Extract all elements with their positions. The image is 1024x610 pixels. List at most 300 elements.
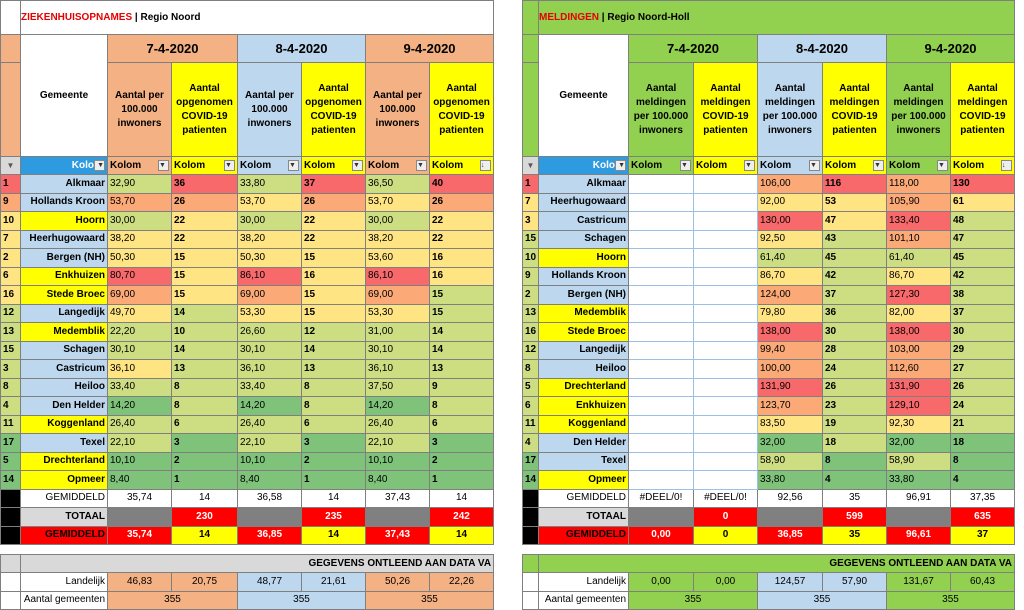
value-cell: 45 bbox=[823, 249, 887, 268]
value-cell: 14 bbox=[172, 304, 238, 323]
gemeente-name: Langedijk bbox=[539, 341, 629, 360]
gemeente-name: Alkmaar bbox=[21, 175, 108, 194]
value-cell: 36 bbox=[823, 304, 887, 323]
gemiddeld-total-value: 0 bbox=[694, 526, 758, 545]
value-cell: 47 bbox=[951, 230, 1015, 249]
landelijk-value: 20,75 bbox=[172, 573, 238, 592]
value-cell bbox=[694, 452, 758, 471]
gemiddeld-total-value: 36,85 bbox=[758, 526, 823, 545]
value-cell: 16 bbox=[430, 267, 494, 286]
value-cell: 18 bbox=[951, 434, 1015, 453]
table-row[interactable] bbox=[1, 249, 494, 268]
value-cell: 83,50 bbox=[758, 415, 823, 434]
sort-desc-icon[interactable]: ↓ bbox=[1001, 160, 1012, 171]
table-row[interactable] bbox=[523, 397, 1015, 416]
filter-dropdown-icon[interactable]: ▼ bbox=[224, 160, 235, 171]
gemeente-name: Den Helder bbox=[21, 397, 108, 416]
row-marker bbox=[1, 489, 21, 508]
row-number: 13 bbox=[1, 323, 21, 342]
row-marker bbox=[1, 508, 21, 527]
table-row[interactable] bbox=[523, 341, 1015, 360]
value-cell: 53,70 bbox=[366, 193, 430, 212]
spacer-cell bbox=[629, 545, 694, 555]
table-row[interactable] bbox=[1, 304, 494, 323]
gemiddeld-value: 37,43 bbox=[366, 489, 430, 508]
value-cell: 61,40 bbox=[758, 249, 823, 268]
gemiddeld-total-value: 96,61 bbox=[887, 526, 951, 545]
row-number: 3 bbox=[1, 360, 21, 379]
row-number: 12 bbox=[523, 341, 539, 360]
value-cell: 105,90 bbox=[887, 193, 951, 212]
source-note: GEGEVENS ONTLEEND AAN DATA VA bbox=[21, 555, 494, 573]
totaal-value: 235 bbox=[302, 508, 366, 527]
title-separator: | bbox=[599, 11, 608, 23]
gemeente-name: Opmeer bbox=[21, 471, 108, 490]
totaal-blank bbox=[887, 508, 951, 527]
row-number: 2 bbox=[523, 286, 539, 305]
value-cell: 45 bbox=[951, 249, 1015, 268]
table-row[interactable] bbox=[1, 415, 494, 434]
value-cell: 26 bbox=[951, 378, 1015, 397]
aantal-gemeenten-label: Aantal gemeenten bbox=[21, 591, 108, 610]
spacer-cell bbox=[238, 545, 302, 555]
date-header-row bbox=[1, 35, 494, 63]
value-cell bbox=[629, 267, 694, 286]
value-cell: 22 bbox=[302, 230, 366, 249]
value-cell: 36,10 bbox=[108, 360, 172, 379]
table-row[interactable] bbox=[1, 378, 494, 397]
table-row[interactable] bbox=[1, 323, 494, 342]
filter-row bbox=[523, 157, 1015, 175]
value-cell: 15 bbox=[172, 249, 238, 268]
gemeente-name: Den Helder bbox=[539, 434, 629, 453]
row-number: 15 bbox=[523, 230, 539, 249]
filter-column[interactable] bbox=[758, 157, 823, 175]
value-cell: 3 bbox=[430, 434, 494, 453]
landelijk-value: 21,61 bbox=[302, 573, 366, 592]
table-row[interactable] bbox=[1, 286, 494, 305]
gemiddeld-value: 35,74 bbox=[108, 489, 172, 508]
value-cell bbox=[694, 378, 758, 397]
filter-gemeente[interactable] bbox=[21, 157, 108, 175]
value-cell: 30,00 bbox=[366, 212, 430, 231]
gemiddeld-total-value: 14 bbox=[430, 526, 494, 545]
spacer-cell bbox=[1, 545, 21, 555]
row-number: 1 bbox=[523, 175, 539, 194]
table-row[interactable] bbox=[523, 415, 1015, 434]
filter-dropdown-icon[interactable]: ▼ bbox=[809, 160, 820, 171]
totaal-value: 230 bbox=[172, 508, 238, 527]
spacer-cell bbox=[758, 545, 823, 555]
spacer-cell bbox=[302, 545, 366, 555]
row-number: 14 bbox=[523, 471, 539, 490]
row-marker bbox=[523, 573, 539, 592]
value-cell: 22 bbox=[302, 212, 366, 231]
value-cell: 38,20 bbox=[366, 230, 430, 249]
value-cell bbox=[694, 286, 758, 305]
gemeente-name: Schagen bbox=[21, 341, 108, 360]
gemeente-name: Hollands Kroon bbox=[539, 267, 629, 286]
value-cell bbox=[629, 193, 694, 212]
value-cell: 61,40 bbox=[887, 249, 951, 268]
table-row[interactable] bbox=[1, 471, 494, 490]
filter-dropdown-icon[interactable]: ▼ bbox=[873, 160, 884, 171]
aantal-gemeenten-value: 355 bbox=[887, 591, 1015, 610]
value-cell: 6 bbox=[172, 415, 238, 434]
value-cell: 92,00 bbox=[758, 193, 823, 212]
filter-column[interactable] bbox=[108, 157, 172, 175]
source-note-row bbox=[523, 555, 1015, 573]
row-number: 2 bbox=[1, 249, 21, 268]
table-row[interactable] bbox=[523, 286, 1015, 305]
value-cell: 101,10 bbox=[887, 230, 951, 249]
row-number: 1 bbox=[1, 175, 21, 194]
value-cell: 123,70 bbox=[758, 397, 823, 416]
filter-column[interactable] bbox=[302, 157, 366, 175]
aantal-gemeenten-label: Aantal gemeenten bbox=[539, 591, 629, 610]
value-cell: 53,30 bbox=[238, 304, 302, 323]
spacer-cell bbox=[430, 545, 494, 555]
value-cell: 22 bbox=[172, 230, 238, 249]
value-cell bbox=[629, 378, 694, 397]
value-cell: 82,00 bbox=[887, 304, 951, 323]
value-cell: 15 bbox=[172, 267, 238, 286]
landelijk-label: Landelijk bbox=[21, 573, 108, 592]
value-cell: 131,90 bbox=[887, 378, 951, 397]
filter-column[interactable] bbox=[887, 157, 951, 175]
value-cell: 133,40 bbox=[887, 212, 951, 231]
row-marker bbox=[1, 555, 21, 573]
value-cell: 106,00 bbox=[758, 175, 823, 194]
row-number: 14 bbox=[1, 471, 21, 490]
table-row[interactable] bbox=[1, 193, 494, 212]
value-cell: 33,80 bbox=[887, 471, 951, 490]
value-cell: 8 bbox=[172, 397, 238, 416]
value-cell: 26 bbox=[430, 193, 494, 212]
table-row[interactable] bbox=[1, 267, 494, 286]
filter-label: Kolom bbox=[760, 159, 792, 171]
filter-label: Kolom bbox=[696, 159, 728, 171]
spacer-cell bbox=[21, 545, 108, 555]
source-note-row bbox=[1, 555, 494, 573]
filter-dropdown-icon[interactable]: ▼ bbox=[158, 160, 169, 171]
filter-corner[interactable] bbox=[523, 157, 539, 175]
filter-dropdown-icon[interactable]: ▼ bbox=[288, 160, 299, 171]
value-cell bbox=[629, 323, 694, 342]
table-row[interactable] bbox=[1, 397, 494, 416]
table-row[interactable] bbox=[523, 212, 1015, 231]
filter-column[interactable] bbox=[366, 157, 430, 175]
column-header-per-100k: Aantal meldingen per 100.000 inwoners bbox=[758, 63, 823, 157]
totaal-label: TOTAAL bbox=[539, 508, 629, 527]
value-cell: 69,00 bbox=[366, 286, 430, 305]
value-cell bbox=[694, 323, 758, 342]
column-header-per-100k: Aantal per 100.000 inwoners bbox=[238, 63, 302, 157]
filter-dropdown-icon[interactable]: ▼ bbox=[615, 160, 626, 171]
value-cell: 22 bbox=[172, 212, 238, 231]
filter-column[interactable] bbox=[823, 157, 887, 175]
column-header-count: Aantal meldingen COVID-19 patienten bbox=[694, 63, 758, 157]
value-cell: 15 bbox=[302, 304, 366, 323]
title-main: MELDINGEN bbox=[539, 11, 599, 23]
table-row[interactable] bbox=[1, 175, 494, 194]
filter-dropdown-icon[interactable]: ▼ bbox=[744, 160, 755, 171]
filter-dropdown-icon[interactable]: ▼ bbox=[94, 160, 105, 171]
landelijk-value: 22,26 bbox=[430, 573, 494, 592]
value-cell: 53,70 bbox=[238, 193, 302, 212]
value-cell: 22,10 bbox=[238, 434, 302, 453]
landelijk-row bbox=[1, 573, 494, 592]
row-marker bbox=[523, 489, 539, 508]
value-cell: 138,00 bbox=[887, 323, 951, 342]
right-spreadsheet-panel bbox=[522, 0, 1024, 606]
value-cell: 14 bbox=[302, 341, 366, 360]
row-corner bbox=[523, 35, 539, 63]
gemiddeld-label: GEMIDDELD bbox=[21, 489, 108, 508]
row-corner bbox=[523, 1, 539, 35]
title-row bbox=[523, 1, 1015, 35]
value-cell: 30,00 bbox=[108, 212, 172, 231]
filter-row bbox=[1, 157, 494, 175]
table-row[interactable] bbox=[523, 323, 1015, 342]
value-cell: 24 bbox=[951, 397, 1015, 416]
filter-label: Kolom bbox=[240, 159, 272, 171]
row-number: 15 bbox=[1, 341, 21, 360]
left-spreadsheet-panel bbox=[0, 0, 498, 606]
value-cell: 30,10 bbox=[238, 341, 302, 360]
value-cell: 1 bbox=[172, 471, 238, 490]
gemiddeld-label: GEMIDDELD bbox=[539, 489, 629, 508]
gemeente-name: Medemblik bbox=[539, 304, 629, 323]
value-cell: 3 bbox=[172, 434, 238, 453]
table-row[interactable] bbox=[523, 193, 1015, 212]
date-header: 9-4-2020 bbox=[887, 35, 1015, 63]
landelijk-value: 60,43 bbox=[951, 573, 1015, 592]
gemiddeld-total-value: 36,85 bbox=[238, 526, 302, 545]
value-cell: 103,00 bbox=[887, 341, 951, 360]
filter-column[interactable] bbox=[430, 157, 494, 175]
filter-label: Kolo bbox=[71, 159, 94, 171]
row-number: 7 bbox=[523, 193, 539, 212]
value-cell: 8,40 bbox=[108, 471, 172, 490]
table-row[interactable] bbox=[523, 230, 1015, 249]
row-marker bbox=[523, 508, 539, 527]
value-cell: 30,10 bbox=[366, 341, 430, 360]
table-row[interactable] bbox=[1, 452, 494, 471]
gemiddeld-row bbox=[523, 489, 1015, 508]
gemeente-name: Heiloo bbox=[539, 360, 629, 379]
value-cell: 22,10 bbox=[366, 434, 430, 453]
value-cell: 10,10 bbox=[238, 452, 302, 471]
value-cell bbox=[629, 452, 694, 471]
filter-dropdown-icon[interactable]: ▼ bbox=[352, 160, 363, 171]
aantal-gemeenten-value: 355 bbox=[629, 591, 758, 610]
totaal-blank bbox=[629, 508, 694, 527]
landelijk-value: 0,00 bbox=[694, 573, 758, 592]
value-cell bbox=[694, 175, 758, 194]
spacer-cell bbox=[539, 545, 629, 555]
column-header-count: Aantal opgenomen COVID-19 patienten bbox=[172, 63, 238, 157]
value-cell: 130,00 bbox=[758, 212, 823, 231]
aantal-gemeenten-value: 355 bbox=[108, 591, 238, 610]
value-cell: 50,30 bbox=[238, 249, 302, 268]
value-cell: 14 bbox=[430, 341, 494, 360]
value-cell: 50,30 bbox=[108, 249, 172, 268]
value-cell: 30,10 bbox=[108, 341, 172, 360]
table-row[interactable] bbox=[1, 341, 494, 360]
gemiddeld-total-value: 14 bbox=[172, 526, 238, 545]
table-row[interactable] bbox=[523, 471, 1015, 490]
landelijk-value: 131,67 bbox=[887, 573, 951, 592]
filter-column[interactable] bbox=[629, 157, 694, 175]
table-row[interactable] bbox=[523, 434, 1015, 453]
gemeente-name: Enkhuizen bbox=[539, 397, 629, 416]
row-number: 4 bbox=[523, 434, 539, 453]
value-cell: 26 bbox=[823, 378, 887, 397]
table-row[interactable] bbox=[1, 360, 494, 379]
filter-dropdown-icon[interactable]: ▼ bbox=[937, 160, 948, 171]
row-number: 11 bbox=[523, 415, 539, 434]
value-cell: 14,20 bbox=[366, 397, 430, 416]
gemiddeld-total-value: 37 bbox=[951, 526, 1015, 545]
row-number: 4 bbox=[1, 397, 21, 416]
row-number: 13 bbox=[523, 304, 539, 323]
value-cell: 33,40 bbox=[108, 378, 172, 397]
column-header-per-100k: Aantal meldingen per 100.000 inwoners bbox=[629, 63, 694, 157]
value-cell: 8 bbox=[823, 452, 887, 471]
value-cell bbox=[629, 397, 694, 416]
value-cell: 13 bbox=[430, 360, 494, 379]
value-cell bbox=[694, 249, 758, 268]
chevron-down-icon[interactable]: ▼ bbox=[6, 160, 15, 170]
value-cell: 15 bbox=[302, 286, 366, 305]
value-cell bbox=[629, 471, 694, 490]
row-number: 5 bbox=[523, 378, 539, 397]
gemeente-name: Koggenland bbox=[21, 415, 108, 434]
date-header: 7-4-2020 bbox=[108, 35, 238, 63]
table-row[interactable] bbox=[523, 175, 1015, 194]
table-row[interactable] bbox=[523, 267, 1015, 286]
landelijk-label: Landelijk bbox=[539, 573, 629, 592]
row-corner bbox=[1, 1, 21, 35]
filter-column[interactable] bbox=[694, 157, 758, 175]
row-number: 17 bbox=[523, 452, 539, 471]
table-row[interactable] bbox=[523, 304, 1015, 323]
aantal-gemeenten-row bbox=[523, 591, 1015, 610]
value-cell: 38,20 bbox=[108, 230, 172, 249]
value-cell bbox=[629, 434, 694, 453]
value-cell: 32,00 bbox=[758, 434, 823, 453]
landelijk-row bbox=[523, 573, 1015, 592]
value-cell: 86,70 bbox=[758, 267, 823, 286]
row-number: 16 bbox=[523, 323, 539, 342]
totaal-value: 242 bbox=[430, 508, 494, 527]
value-cell: 80,70 bbox=[108, 267, 172, 286]
gemeente-name: Heiloo bbox=[21, 378, 108, 397]
table-row[interactable] bbox=[523, 378, 1015, 397]
gemeente-name: Drechterland bbox=[539, 378, 629, 397]
value-cell: 14,20 bbox=[108, 397, 172, 416]
value-cell bbox=[694, 434, 758, 453]
value-cell bbox=[629, 415, 694, 434]
value-cell bbox=[694, 267, 758, 286]
value-cell: 8 bbox=[302, 397, 366, 416]
value-cell: 30,00 bbox=[238, 212, 302, 231]
value-cell: 2 bbox=[430, 452, 494, 471]
table-row[interactable] bbox=[523, 452, 1015, 471]
value-cell: 8 bbox=[172, 378, 238, 397]
value-cell: 36,10 bbox=[366, 360, 430, 379]
row-number: 11 bbox=[1, 415, 21, 434]
table-row[interactable] bbox=[1, 230, 494, 249]
value-cell bbox=[629, 286, 694, 305]
value-cell: 118,00 bbox=[887, 175, 951, 194]
row-number: 10 bbox=[1, 212, 21, 231]
filter-label: Kolom bbox=[889, 159, 921, 171]
row-number: 6 bbox=[523, 397, 539, 416]
value-cell: 6 bbox=[302, 415, 366, 434]
value-cell: 30 bbox=[951, 323, 1015, 342]
gemiddeld-value: 14 bbox=[430, 489, 494, 508]
spacer-row bbox=[523, 545, 1015, 555]
filter-dropdown-icon[interactable]: ▼ bbox=[416, 160, 427, 171]
aantal-gemeenten-value: 355 bbox=[366, 591, 494, 610]
value-cell: 6 bbox=[430, 415, 494, 434]
value-cell: 47 bbox=[823, 212, 887, 231]
filter-label: Kolom bbox=[174, 159, 206, 171]
value-cell: 8,40 bbox=[366, 471, 430, 490]
date-header: 8-4-2020 bbox=[238, 35, 366, 63]
gemeente-name: Drechterland bbox=[21, 452, 108, 471]
gemeente-name: Hollands Kroon bbox=[21, 193, 108, 212]
value-cell: 37 bbox=[302, 175, 366, 194]
value-cell: 14,20 bbox=[238, 397, 302, 416]
spacer-cell bbox=[172, 545, 238, 555]
sort-desc-icon[interactable]: ↓ bbox=[480, 160, 491, 171]
aantal-gemeenten-value: 355 bbox=[238, 591, 366, 610]
value-cell: 37 bbox=[951, 304, 1015, 323]
value-cell: 124,00 bbox=[758, 286, 823, 305]
spacer-row bbox=[1, 545, 494, 555]
gemiddeld-total-label: GEMIDDELD bbox=[21, 526, 108, 545]
filter-column[interactable] bbox=[238, 157, 302, 175]
filter-dropdown-icon[interactable]: ▼ bbox=[680, 160, 691, 171]
totaal-blank bbox=[366, 508, 430, 527]
table-row[interactable] bbox=[1, 434, 494, 453]
filter-gemeente[interactable] bbox=[539, 157, 629, 175]
filter-column[interactable] bbox=[951, 157, 1015, 175]
landelijk-value: 0,00 bbox=[629, 573, 694, 592]
value-cell: 43 bbox=[823, 230, 887, 249]
column-header-count: Aantal opgenomen COVID-19 patienten bbox=[430, 63, 494, 157]
gemiddeld-value: #DEEL/0! bbox=[694, 489, 758, 508]
gemiddeld-total-label: GEMIDDELD bbox=[539, 526, 629, 545]
gemeente-name: Heerhugowaard bbox=[539, 193, 629, 212]
table-row[interactable] bbox=[523, 249, 1015, 268]
value-cell: 23 bbox=[823, 397, 887, 416]
filter-corner[interactable] bbox=[1, 157, 21, 175]
value-cell: 37 bbox=[823, 286, 887, 305]
gemeente-name: Medemblik bbox=[21, 323, 108, 342]
value-cell bbox=[629, 360, 694, 379]
table-row[interactable] bbox=[523, 360, 1015, 379]
table-row[interactable] bbox=[1, 212, 494, 231]
filter-column[interactable] bbox=[172, 157, 238, 175]
date-header: 7-4-2020 bbox=[629, 35, 758, 63]
row-corner bbox=[1, 35, 21, 63]
chevron-down-icon[interactable]: ▼ bbox=[526, 160, 535, 170]
value-cell: 130 bbox=[951, 175, 1015, 194]
